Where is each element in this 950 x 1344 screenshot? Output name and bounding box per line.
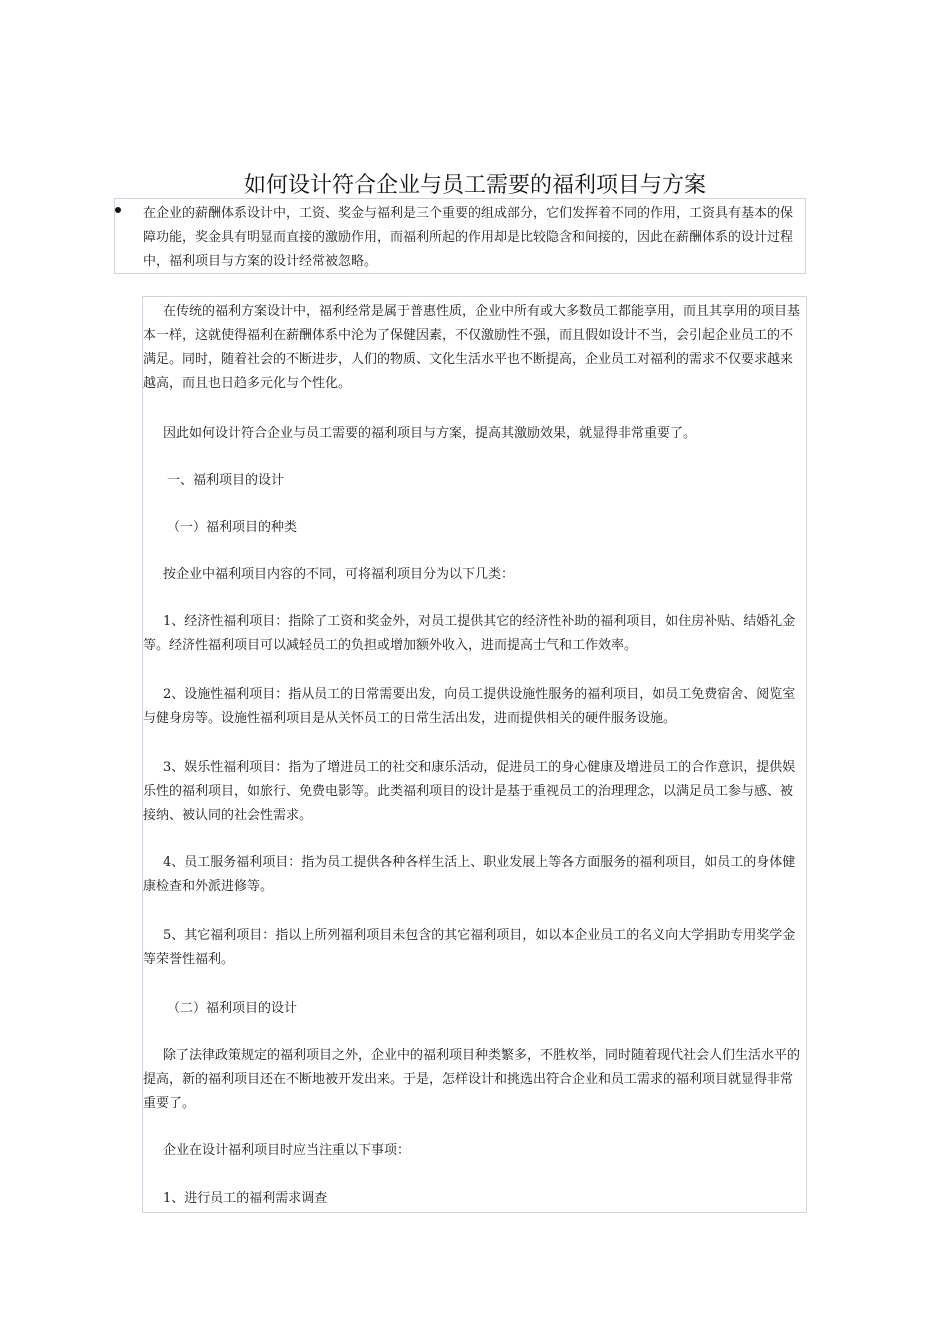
paragraph-traditional-welfare: 在传统的福利方案设计中，福利经常是属于普惠性质，企业中所有或大多数员工都能享用，而且其享用的项目基本一样，这就使得福利在薪酬体系中沦为了保健因素，不仅激励性不强，而且假如设计不当，会引起企业员工的不满足。同时，随着社会的不断进步，人们的物质、文化生活水平也不断提高，企业员工对福利的需求不仅要求越来越高，而且也日趋多元化与个性化。 — [143, 304, 801, 391]
subsection-heading-1: （一）福利项目的种类 — [167, 520, 298, 535]
paragraph-importance: 因此如何设计符合企业与员工需要的福利项目与方案，提高其激励效果，就显得非常重要了。 — [163, 426, 697, 441]
paragraph-categories-intro: 按企业中福利项目内容的不同，可将福利项目分为以下几类： — [163, 567, 515, 582]
paragraph-notes-intro: 企业在设计福利项目时应当注重以下事项： — [163, 1143, 411, 1158]
list-item-facility: 2、设施性福利项目：指从员工的日常需要出发，向员工提供设施性服务的福利项目，如员工免费宿舍、阅览室与健身房等。设施性福利项目是从关怀员工的日常生活出发，进而提供相关的硬件服务设施。 — [143, 687, 796, 726]
document-title: 如何设计符合企业与员工需要的福利项目与方案 — [243, 173, 706, 198]
list-item-entertainment: 3、娱乐性福利项目：指为了增进员工的社交和康乐活动，促进员工的身心健康及增进员工的合作意识，提供娱乐性的福利项目，如旅行、免费电影等。此类福利项目的设计是基于重视员工的治理理念，以满足员工参与感、被接纳、被认同的社会性需求。 — [143, 760, 796, 823]
intro-bullet-text: 在企业的薪酬体系设计中，工资、奖金与福利是三个重要的组成部分，它们发挥着不同的作用，工资具有基本的保障功能，奖金具有明显而直接的激励作用，而福利所起的作用却是比较隐含和间接的，因此在薪酬体系的设计过程中，福利项目与方案的设计经常被忽略。 — [143, 206, 794, 269]
list-item-survey: 1、进行员工的福利需求调查 — [163, 1191, 328, 1206]
paragraph-design: 除了法律政策规定的福利项目之外，企业中的福利项目种类繁多，不胜枚举，同时随着现代社会人们生活水平的提高，新的福利项目还在不断地被开发出来。于是，怎样设计和挑选出符合企业和员工需求的福利项目就显得非常重要了。 — [143, 1048, 801, 1111]
section-heading-1: 一、福利项目的设计 — [167, 473, 285, 488]
list-item-service: 4、员工服务福利项目：指为员工提供各种各样生活上、职业发展上等各方面服务的福利项目，如员工的身体健康检查和外派进修等。 — [143, 855, 796, 894]
subsection-heading-2: （二）福利项目的设计 — [167, 1001, 298, 1016]
list-item-economic: 1、经济性福利项目：指除了工资和奖金外，对员工提供其它的经济性补助的福利项目，如住房补贴、结婚礼金等。经济性福利项目可以减轻员工的负担或增加额外收入，进而提高士气和工作效率。 — [143, 614, 796, 653]
list-item-other: 5、其它福利项目：指以上所列福利项目未包含的其它福利项目，如以本企业员工的名义向大学捐助专用奖学金等荣誉性福利。 — [143, 928, 796, 967]
bullet-icon — [115, 207, 121, 213]
